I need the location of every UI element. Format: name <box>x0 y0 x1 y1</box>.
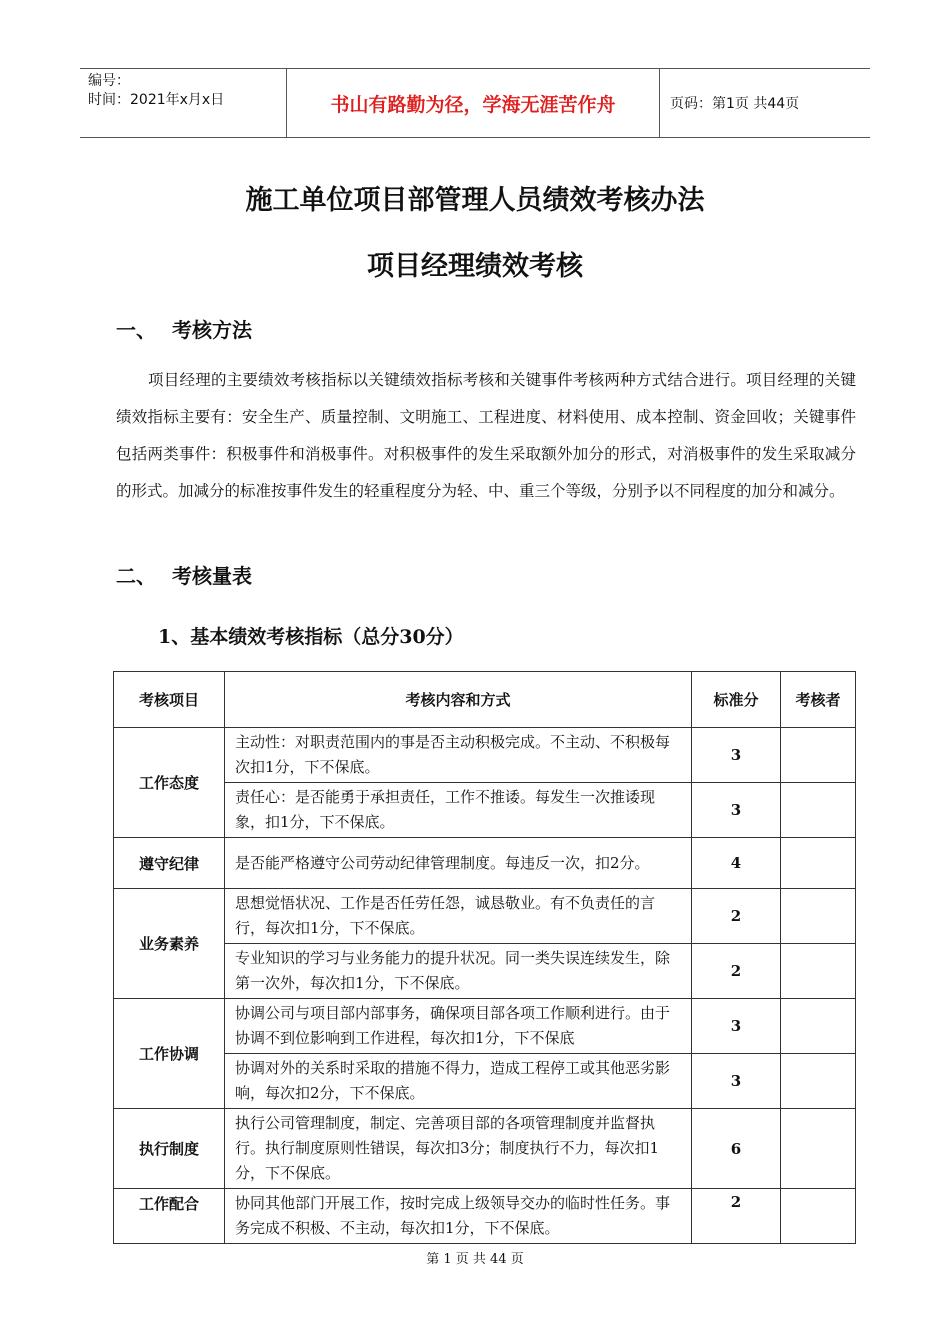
content-cell: 主动性：对职责范围内的事是否主动积极完成。不主动、不积极每次扣1分，下不保底。 <box>225 728 692 783</box>
content-cell: 协调公司与项目部内部事务，确保项目部各项工作顺利进行。由于协调不到位影响到工作进程，每次扣1分，下不保底 <box>225 999 692 1054</box>
document-title: 施工单位项目部管理人员绩效考核办法 <box>245 185 705 216</box>
score-cell: 3 <box>692 999 781 1054</box>
section-number: 一、 <box>116 318 156 342</box>
assessor-cell <box>781 1109 856 1189</box>
category-cell: 执行制度 <box>114 1109 225 1189</box>
score-cell: 2 <box>692 944 781 999</box>
table-row <box>114 889 856 944</box>
content-cell: 思想觉悟状况、工作是否任劳任怨，诚恳敬业。有不负责任的言行，每次扣1分，下不保底。 <box>225 889 692 944</box>
subsection-heading: 1、基本绩效考核指标（总分30分） <box>158 626 464 648</box>
time-label: 时间：2021年x月x日 <box>88 92 225 108</box>
content-cell: 执行公司管理制度，制定、完善项目部的各项管理制度并监督执行。执行制度原则性错误，每次扣3分；制度执行不力，每次扣1分，下不保底。 <box>225 1109 692 1189</box>
table-row <box>114 838 856 889</box>
assessor-cell <box>781 728 856 783</box>
document-subtitle: 项目经理绩效考核 <box>367 251 583 282</box>
page-header <box>80 68 870 138</box>
score-cell: 2 <box>692 889 781 944</box>
table-row <box>114 728 856 783</box>
table-row <box>114 1054 856 1109</box>
score-cell: 3 <box>692 1054 781 1109</box>
content-cell: 是否能严格遵守公司劳动纪律管理制度。每违反一次，扣2分。 <box>225 838 692 889</box>
category-cell: 业务素养 <box>114 889 225 999</box>
category-cell: 工作配合 <box>114 1189 225 1244</box>
content-cell: 专业知识的学习与业务能力的提升状况。同一类失误连续发生，除第一次外，每次扣1分，下不保底。 <box>225 944 692 999</box>
assessor-cell <box>781 999 856 1054</box>
table-row <box>114 944 856 999</box>
section-heading-method <box>116 314 252 343</box>
number-label: 编号： <box>88 73 130 89</box>
table-row <box>114 783 856 838</box>
header-assessor: 考核者 <box>781 672 856 728</box>
section-heading-scale <box>116 560 252 589</box>
header-category: 考核项目 <box>114 672 225 728</box>
header-meta <box>80 69 287 137</box>
section-number: 二、 <box>116 564 156 588</box>
assessor-cell <box>781 1189 856 1244</box>
table-row <box>114 999 856 1054</box>
content-cell: 协同其他部门开展工作，按时完成上级领导交办的临时性任务。事务完成不积极、不主动，每次扣1分，下不保底。 <box>225 1189 692 1244</box>
table-header-row <box>114 672 856 728</box>
header-page-code: 页码：第1页 共44页 <box>670 96 800 112</box>
score-cell: 3 <box>692 783 781 838</box>
score-cell: 2 <box>692 1189 781 1244</box>
category-cell: 遵守纪律 <box>114 838 225 889</box>
score-cell: 3 <box>692 728 781 783</box>
paragraph-text: 项目经理的主要绩效考核指标以关键绩效指标考核和关键事件考核两种方式结合进行。项目经理的关键绩效指标主要有：安全生产、质量控制、文明施工、工程进度、材料使用、成本控制、资金回收；关键事件包括两类事件：积极事件和消极事件。对积极事件的发生采取额外加分的形式，对消极事件的发生采取减分的形式。加减分的标准按事件发生的轻重程度分为轻、中、重三个等级，分别予以不同程度的加分和减分。 <box>116 371 856 500</box>
category-cell: 工作协调 <box>114 999 225 1109</box>
score-cell: 6 <box>692 1109 781 1189</box>
assessor-cell <box>781 1054 856 1109</box>
page-footer: 第 1 页 共 44 页 <box>426 1252 524 1267</box>
content-cell: 责任心：是否能勇于承担责任，工作不推诿。每发生一次推诿现象，扣1分，下不保底。 <box>225 783 692 838</box>
assessor-cell <box>781 944 856 999</box>
section-title: 考核量表 <box>172 564 252 588</box>
assessor-cell <box>781 889 856 944</box>
section-title: 考核方法 <box>172 318 252 342</box>
header-score: 标准分 <box>692 672 781 728</box>
table-row <box>114 1189 856 1244</box>
header-content: 考核内容和方式 <box>225 672 692 728</box>
score-cell: 4 <box>692 838 781 889</box>
method-paragraph <box>116 362 856 510</box>
assessor-cell <box>781 783 856 838</box>
assessment-table <box>113 671 856 1244</box>
header-motto: 书山有路勤为径，学海无涯苦作舟 <box>287 69 660 137</box>
assessor-cell <box>781 838 856 889</box>
table-row <box>114 1109 856 1189</box>
content-cell: 协调对外的关系时采取的措施不得力，造成工程停工或其他恶劣影响，每次扣2分，下不保底。 <box>225 1054 692 1109</box>
category-cell: 工作态度 <box>114 728 225 838</box>
